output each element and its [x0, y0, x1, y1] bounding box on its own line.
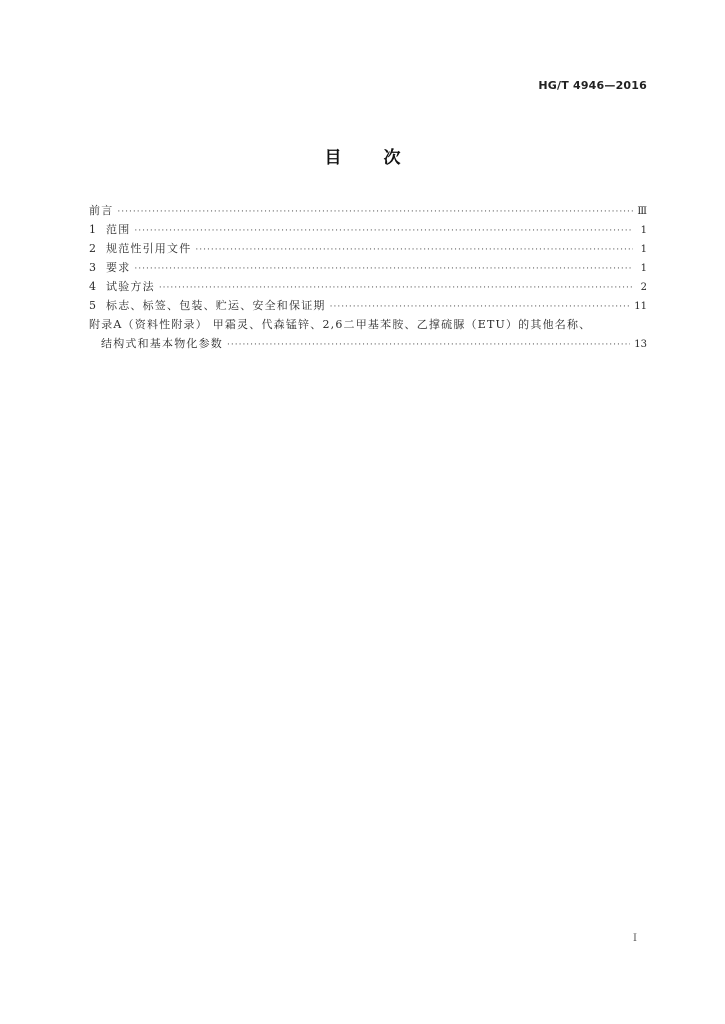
toc-entry-foreword[interactable]	[89, 201, 647, 220]
toc-entry-page: Ⅲ	[637, 206, 647, 217]
toc-entry-number: 3	[89, 261, 96, 274]
toc-entry-label: 标志、标签、包装、贮运、安全和保证期	[106, 299, 326, 312]
toc-entry-marking-packaging[interactable]	[89, 296, 647, 315]
toc-entry-label: 前言	[89, 204, 114, 217]
toc-entry-annex-a[interactable]	[89, 315, 647, 334]
toc-entry-page: 2	[640, 282, 647, 293]
page-title: 目次	[324, 148, 443, 168]
toc-leader-dots	[134, 260, 633, 279]
toc-entry-page: 1	[640, 225, 647, 236]
standard-code: HG/T 4946—2016	[538, 79, 647, 92]
toc-entry-annex-a-continued[interactable]	[89, 334, 647, 353]
toc-leader-dots	[117, 203, 633, 222]
toc-leader-dots	[134, 222, 633, 241]
table-of-contents	[89, 201, 647, 353]
toc-entry-test-methods[interactable]	[89, 277, 647, 296]
toc-entry-label: 附录A（资料性附录） 甲霜灵、代森锰锌、2,6二甲基苯胺、乙撑硫脲（ETU）的其他名称、	[89, 318, 592, 331]
toc-entry-label: 范围	[106, 223, 131, 236]
toc-leader-dots	[195, 241, 633, 260]
toc-entry-label: 试验方法	[106, 280, 155, 293]
toc-entry-number: 1	[89, 223, 96, 236]
toc-leader-dots	[227, 336, 630, 355]
toc-entry-page: 1	[640, 244, 647, 255]
toc-entry-scope[interactable]	[89, 220, 647, 239]
toc-entry-requirements[interactable]	[89, 258, 647, 277]
toc-entry-page: 11	[634, 301, 647, 312]
toc-entry-number: 4	[89, 280, 96, 293]
toc-entry-number: 5	[89, 299, 96, 312]
page-number: I	[633, 933, 637, 944]
toc-entry-label: 要求	[106, 261, 131, 274]
toc-entry-normative-references[interactable]	[89, 239, 647, 258]
toc-entry-number: 2	[89, 242, 96, 255]
toc-entry-label: 规范性引用文件	[106, 242, 192, 255]
toc-entry-label: 结构式和基本物化参数	[101, 337, 223, 350]
toc-entry-page: 1	[640, 263, 647, 274]
toc-entry-page: 13	[634, 339, 647, 350]
